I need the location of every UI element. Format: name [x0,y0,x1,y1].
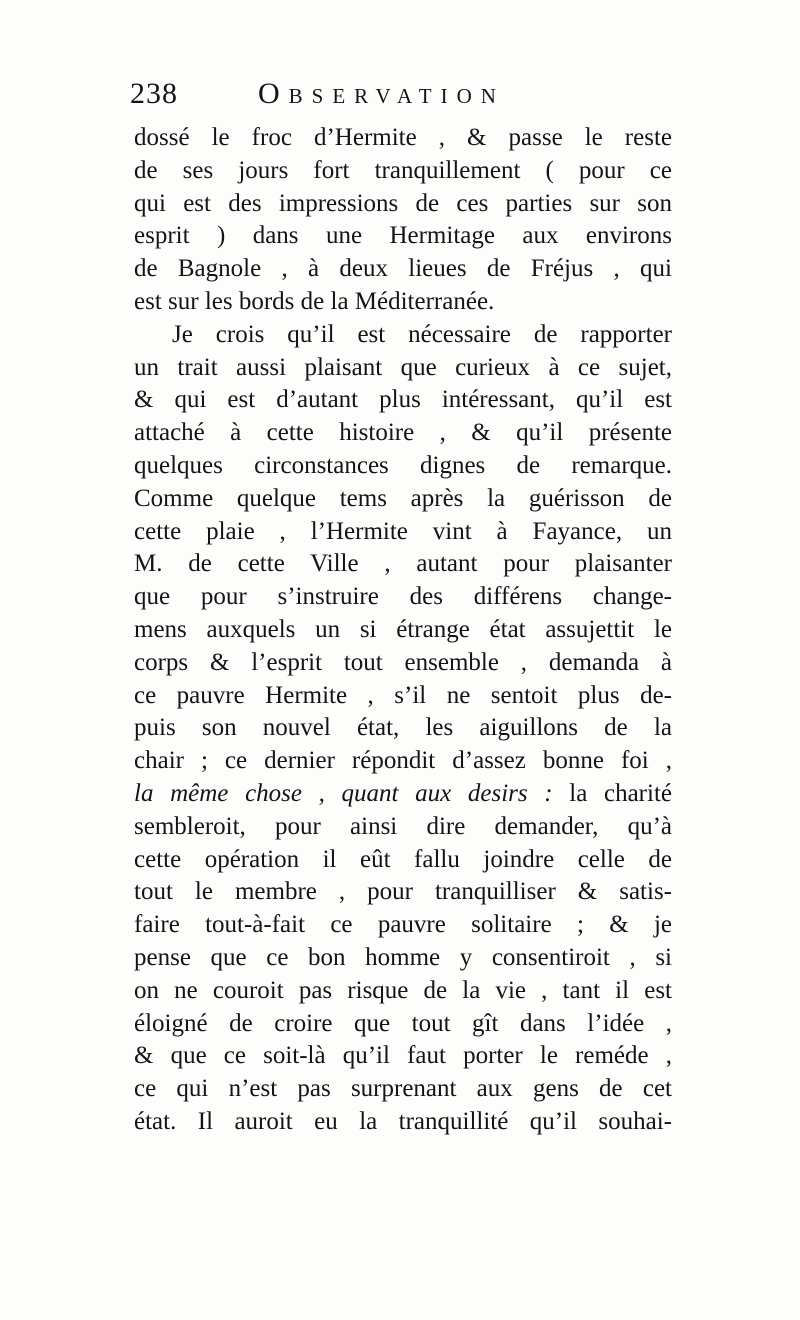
text-line: cette plaie , l’Hermite vint à Fayance, un [134,517,672,545]
text-line: & que ce soit-là qu’il faut porter le reméde , [134,1042,672,1070]
text-line: de Bagnole , à deux lieues de Fréjus , qui [134,255,672,283]
text-line: état. Il auroit eu la tranquillité qu’il souhai- [134,1107,672,1135]
body-text [134,122,672,1139]
text-fragment: la charité [552,779,672,807]
text-line: pense que ce bon homme y consentiroit , si [134,943,672,971]
text-line: sembleroit, pour ainsi dire demander, qu’à [134,812,672,840]
text-line: faire tout-à-fait ce pauvre solitaire ; & je [134,911,672,939]
text-line-italic [134,778,672,811]
italic-phrase: la même chose , quant aux desirs : [134,779,553,807]
text-line: chair ; ce dernier répondit d’assez bonne foi , [134,747,672,775]
text-line: de ses jours fort tranquillement ( pour ce [134,156,672,184]
text-line: corps & l’esprit tout ensemble , demanda à [134,648,672,676]
text-line: & qui est d’autant plus intéressant, qu’il est [134,386,672,414]
text-line: esprit ) dans une Hermitage aux environs [134,222,672,250]
page-number: 238 [130,77,178,110]
text-line: Comme quelque tems après la guérisson de [134,484,672,512]
text-line: attaché à cette histoire , & qu’il présente [134,419,672,447]
text-line: éloigné de croire que tout gît dans l’idée , [134,1009,672,1037]
text-line: ce qui n’est pas surprenant aux gens de cet [134,1075,672,1103]
text-line: on ne couroit pas risque de la vie , tant il est [134,976,672,1004]
text-line: qui est des impressions de ces parties sur son [134,189,672,217]
text-line: Je crois qu’il est nécessaire de rapporter [172,320,672,348]
text-line: tout le membre , pour tranquilliser & satis- [134,878,672,906]
text-line: mens auxquels un si étrange état assujettit le [134,615,672,643]
text-line: cette opération il eût fallu joindre celle de [134,845,672,873]
text-line: M. de cette Ville , autant pour plaisanter [134,550,672,578]
text-line: quelques circonstances dignes de remarque. [134,451,672,479]
running-head: Observation [258,77,505,110]
text-line: ce pauvre Hermite , s’il ne sentoit plus de- [134,681,672,709]
text-line: est sur les bords de la Méditerranée. [134,287,495,315]
text-line: un trait aussi plaisant que curieux à ce sujet, [134,353,672,381]
text-line: puis son nouvel état, les aiguillons de la [134,714,672,742]
text-line: dossé le froc d’Hermite , & passe le reste [134,124,672,151]
page-header [130,74,670,114]
text-line: que pour s’instruire des différens change- [134,583,672,611]
